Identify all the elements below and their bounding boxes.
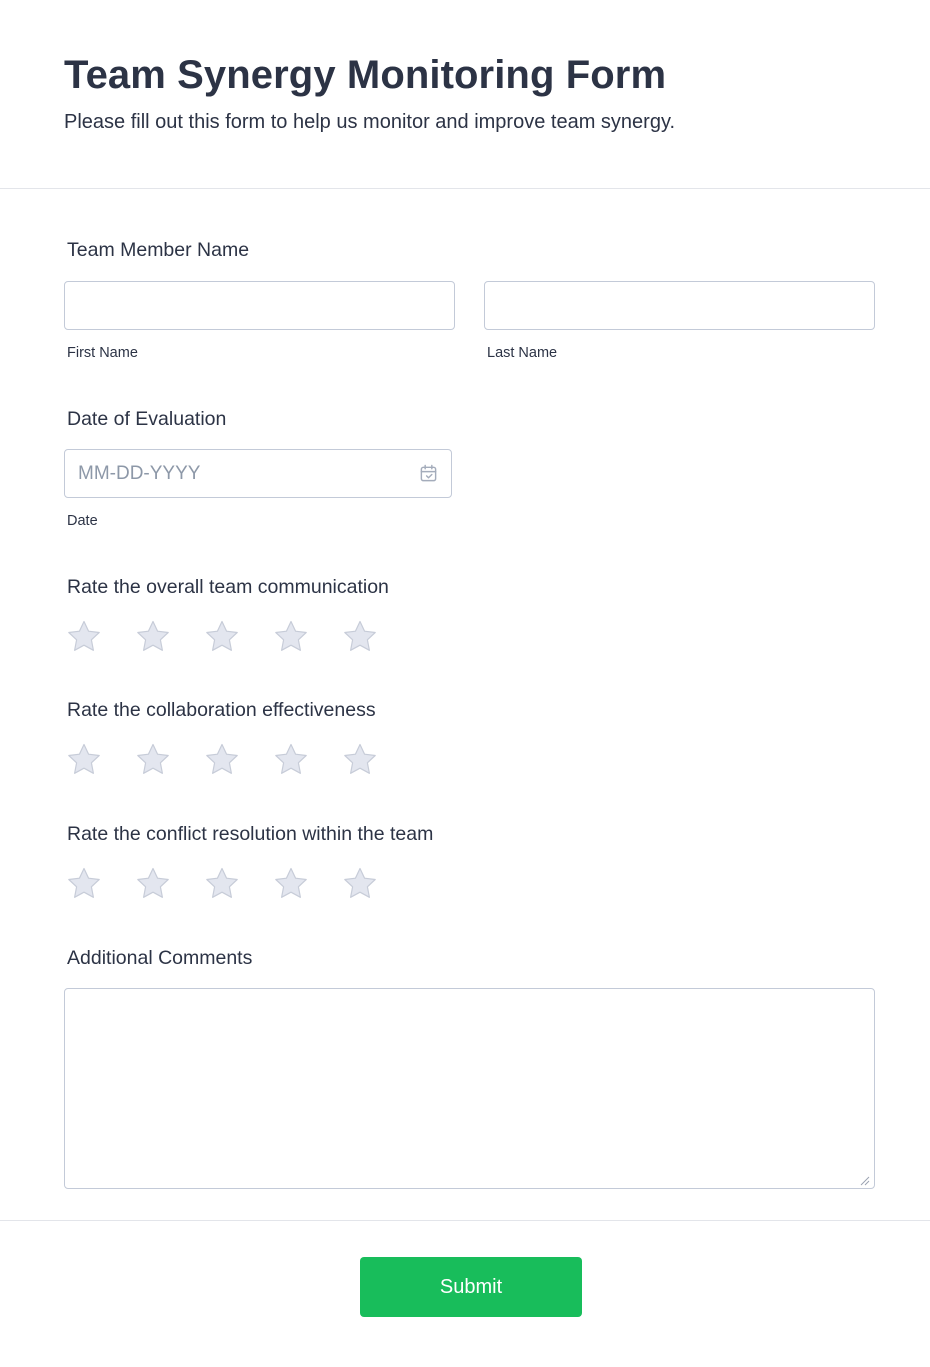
date-of-evaluation-label: Date of Evaluation <box>67 408 227 430</box>
star-icon[interactable] <box>64 617 104 657</box>
rating-label-collaboration: Rate the collaboration effectiveness <box>67 699 376 721</box>
star-icon[interactable] <box>271 617 311 657</box>
star-icon[interactable] <box>133 864 173 904</box>
form-subtitle: Please fill out this form to help us monitor and improve team synergy. <box>64 111 676 133</box>
team-member-name-label: Team Member Name <box>67 239 250 261</box>
form-header <box>0 0 930 189</box>
footer-divider <box>0 1220 930 1221</box>
first-name-input[interactable] <box>64 281 455 330</box>
star-rating-communication <box>64 617 384 657</box>
star-icon[interactable] <box>202 740 242 780</box>
date-placeholder: MM-DD-YYYY <box>78 463 201 484</box>
resize-handle-icon[interactable] <box>859 1173 870 1184</box>
star-icon[interactable] <box>340 617 380 657</box>
last-name-sublabel: Last Name <box>487 345 558 361</box>
calendar-icon[interactable] <box>419 464 438 483</box>
form-title: Team Synergy Monitoring Form <box>64 53 667 97</box>
date-sublabel: Date <box>67 513 98 529</box>
star-icon[interactable] <box>271 740 311 780</box>
first-name-sublabel: First Name <box>67 345 138 361</box>
additional-comments-textarea[interactable] <box>64 988 875 1189</box>
rating-label-conflict-resolution: Rate the conflict resolution within the team <box>67 823 434 845</box>
star-rating-conflict-resolution <box>64 864 384 904</box>
star-icon[interactable] <box>64 864 104 904</box>
star-icon[interactable] <box>133 740 173 780</box>
date-input[interactable] <box>64 449 452 498</box>
star-icon[interactable] <box>340 864 380 904</box>
star-icon[interactable] <box>133 617 173 657</box>
star-icon[interactable] <box>64 740 104 780</box>
additional-comments-label: Additional Comments <box>67 947 253 969</box>
rating-label-communication: Rate the overall team communication <box>67 576 389 598</box>
submit-button[interactable]: Submit <box>360 1257 582 1317</box>
star-icon[interactable] <box>202 864 242 904</box>
star-icon[interactable] <box>271 864 311 904</box>
last-name-input[interactable] <box>484 281 875 330</box>
star-icon[interactable] <box>202 617 242 657</box>
star-rating-collaboration <box>64 740 384 780</box>
star-icon[interactable] <box>340 740 380 780</box>
